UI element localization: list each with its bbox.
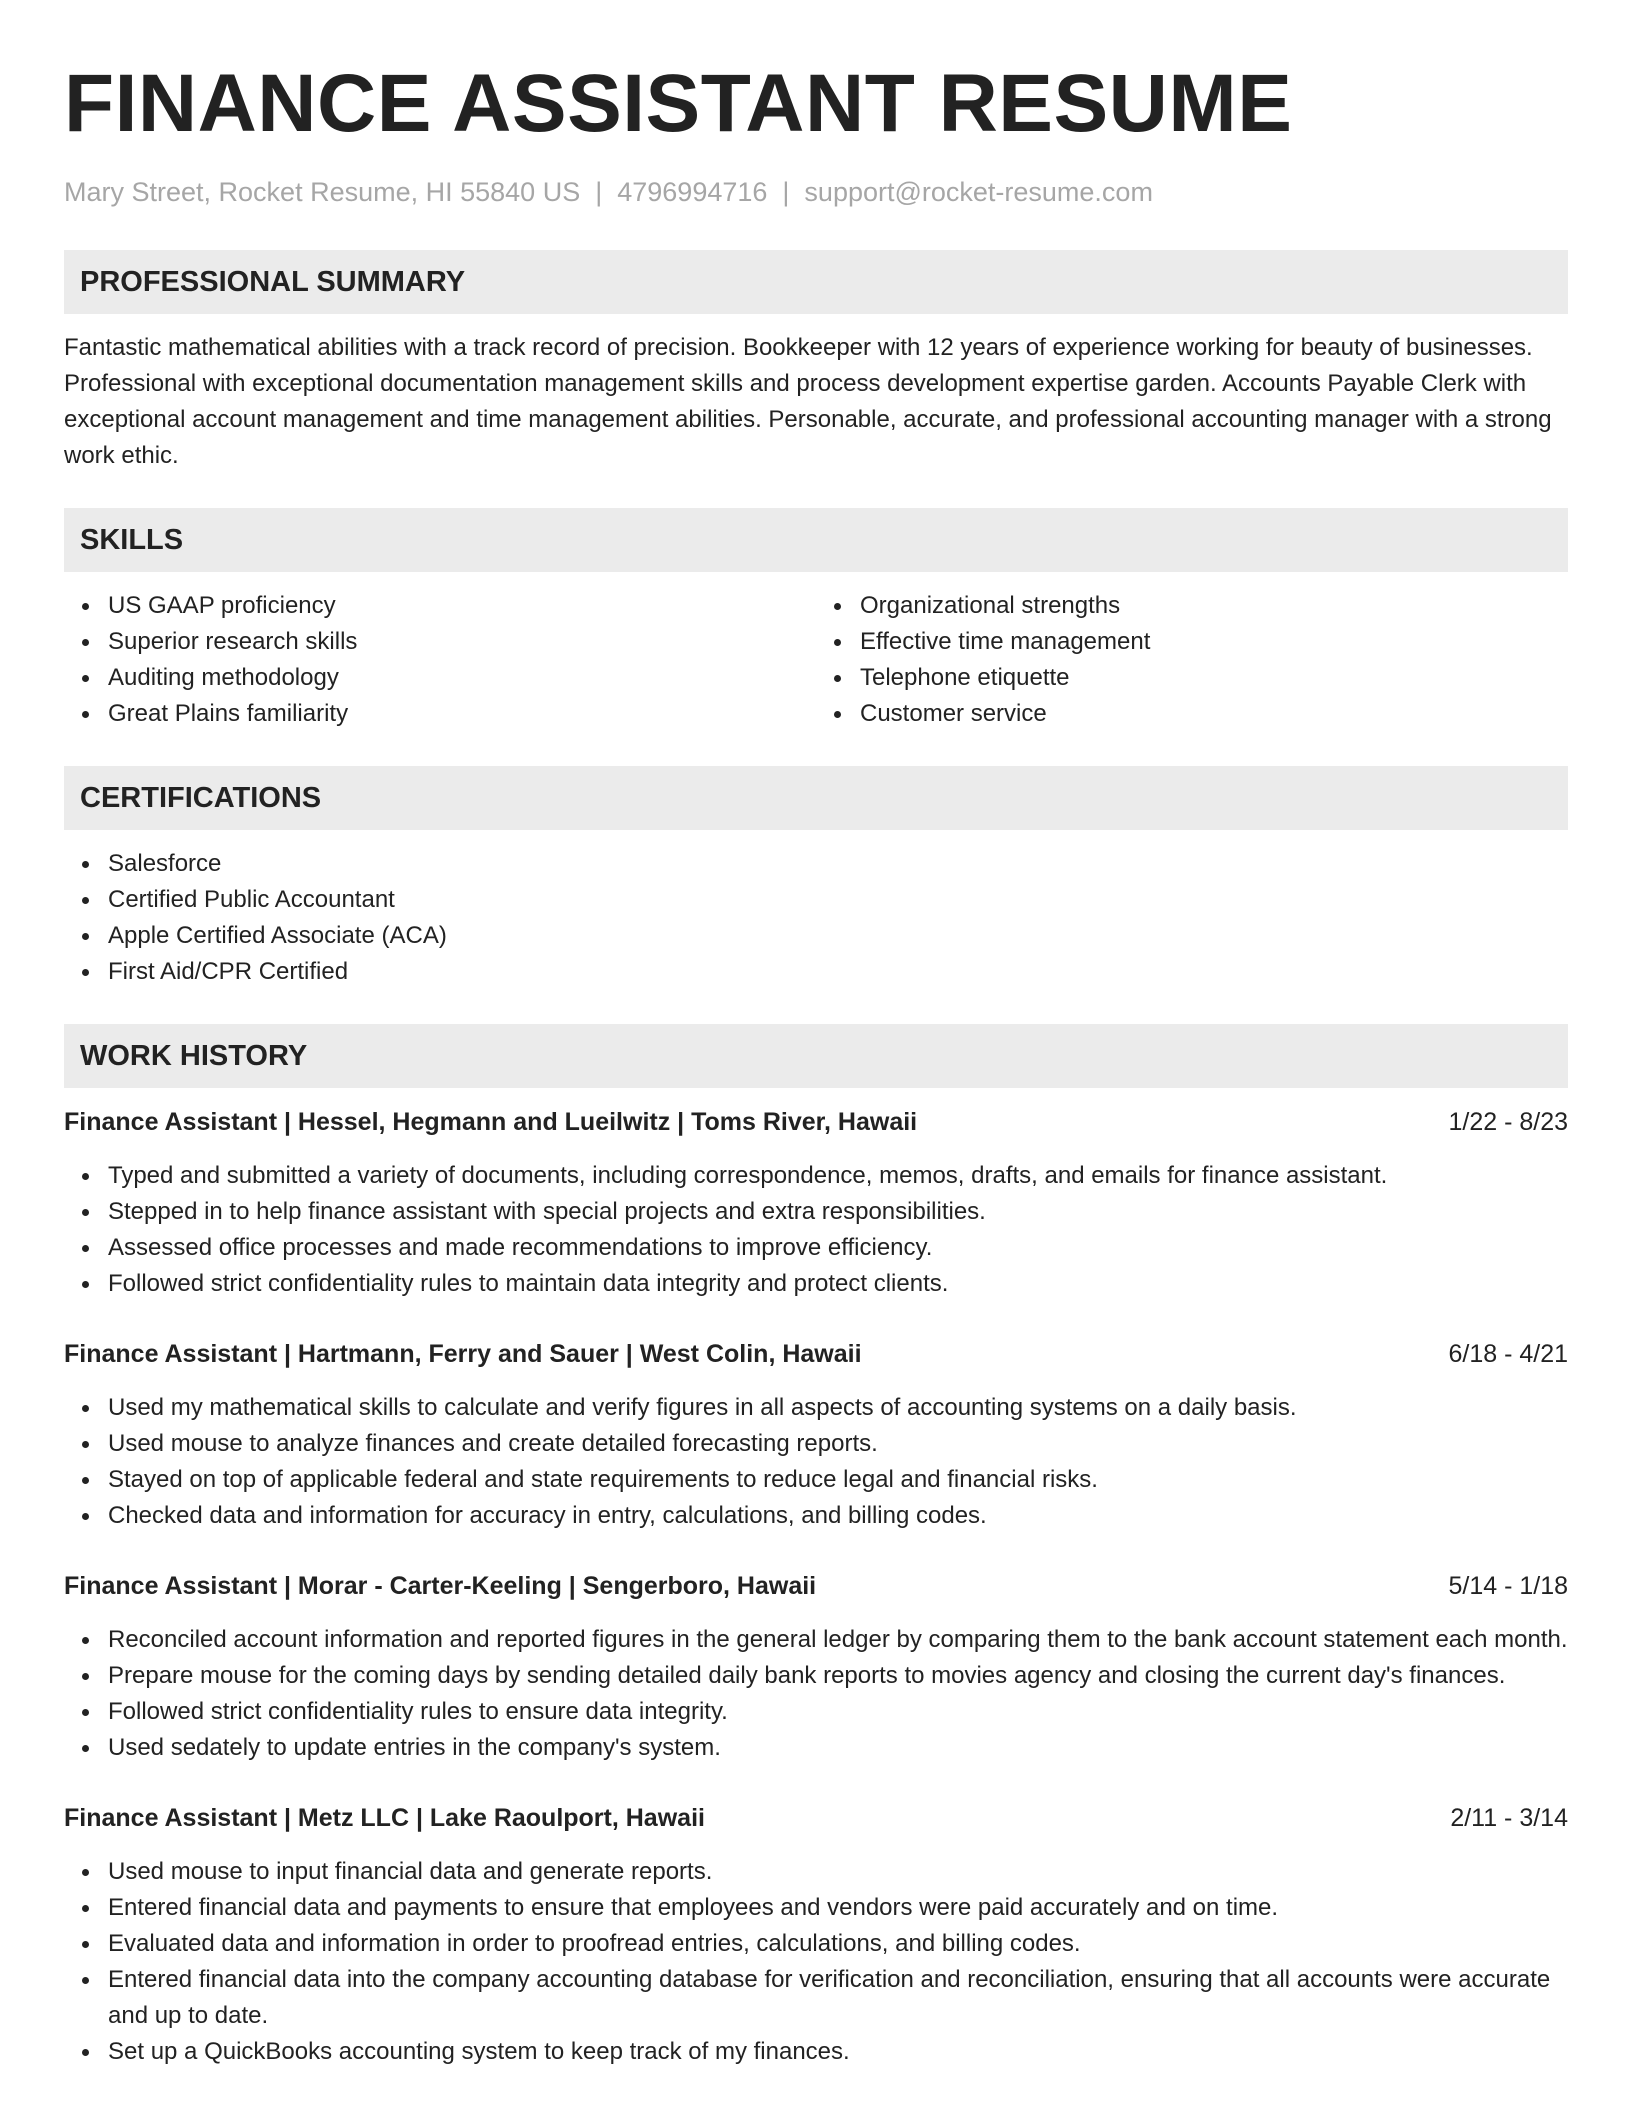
job-dates: 5/14 - 1/18: [1448, 1572, 1568, 1600]
job-header: [64, 1336, 1568, 1372]
section-header-certifications: CERTIFICATIONS: [64, 766, 1568, 830]
certification-item: First Aid/CPR Certified: [108, 954, 1568, 990]
contact-address: Mary Street, Rocket Resume, HI 55840 US: [64, 177, 581, 207]
job-bullet: Checked data and information for accuracy in entry, calculations, and billing codes.: [108, 1498, 1568, 1534]
skill-item: Superior research skills: [108, 624, 816, 660]
job-bullet: Set up a QuickBooks accounting system to keep track of my finances.: [108, 2034, 1568, 2070]
job-title: Finance Assistant | Morar - Carter-Keeling | Sengerboro, Hawaii: [64, 1572, 817, 1600]
skill-item: US GAAP proficiency: [108, 588, 816, 624]
job-bullet: Used sedately to update entries in the company's system.: [108, 1730, 1568, 1766]
contact-email: support@rocket-resume.com: [804, 177, 1153, 207]
job-bullets: [64, 1622, 1568, 1766]
skills-list-right: [816, 588, 1568, 732]
job-bullet: Prepare mouse for the coming days by sending detailed daily bank reports to movies agency and closing the current day's finances.: [108, 1658, 1568, 1694]
contact-separator: |: [782, 177, 790, 207]
certification-item: Certified Public Accountant: [108, 882, 1568, 918]
job-title: Finance Assistant | Metz LLC | Lake Raoulport, Hawaii: [64, 1804, 705, 1832]
job-entry: [64, 1336, 1568, 1534]
certifications-list: [64, 846, 1568, 990]
job-header: [64, 1568, 1568, 1604]
summary-text: Fantastic mathematical abilities with a track record of precision. Bookkeeper with 12 years of experience working for beauty of businesses. Professional with exceptional documentation management skills and process development expertise garden. Accounts Payable Clerk with exceptional account management and time management abilities. Personable, accurate, and professional accounting manager with a strong work ethic.: [64, 334, 1552, 469]
skill-item: Great Plains familiarity: [108, 696, 816, 732]
job-dates: 2/11 - 3/14: [1450, 1804, 1568, 1832]
job-entry: [64, 1800, 1568, 2070]
contact-line: [64, 174, 1568, 210]
section-header-skills: SKILLS: [64, 508, 1568, 572]
job-bullet: Followed strict confidentiality rules to maintain data integrity and protect clients.: [108, 1266, 1568, 1302]
job-bullet: Stayed on top of applicable federal and state requirements to reduce legal and financial risks.: [108, 1462, 1568, 1498]
skill-item: Auditing methodology: [108, 660, 816, 696]
job-bullet: Entered financial data into the company accounting database for verification and reconciliation, ensuring that all accounts were accurate and up to date.: [108, 1962, 1568, 2034]
job-entry: [64, 1568, 1568, 1766]
skill-item: Customer service: [860, 696, 1568, 732]
job-entry: [64, 1104, 1568, 1302]
job-bullet: Stepped in to help finance assistant with special projects and extra responsibilities.: [108, 1194, 1568, 1230]
job-bullet: Evaluated data and information in order to proofread entries, calculations, and billing codes.: [108, 1926, 1568, 1962]
skill-item: Telephone etiquette: [860, 660, 1568, 696]
job-bullet: Used mouse to input financial data and generate reports.: [108, 1854, 1568, 1890]
job-bullet: Assessed office processes and made recommendations to improve efficiency.: [108, 1230, 1568, 1266]
certification-item: Apple Certified Associate (ACA): [108, 918, 1568, 954]
job-bullet: Used my mathematical skills to calculate and verify figures in all aspects of accounting systems on a daily basis.: [108, 1390, 1568, 1426]
skills-grid: [64, 588, 1568, 732]
certification-item: Salesforce: [108, 846, 1568, 882]
skill-item: Organizational strengths: [860, 588, 1568, 624]
job-title: Finance Assistant | Hessel, Hegmann and Lueilwitz | Toms River, Hawaii: [64, 1108, 918, 1136]
skills-list-left: [64, 588, 816, 732]
job-bullet: Used mouse to analyze finances and create detailed forecasting reports.: [108, 1426, 1568, 1462]
job-bullet: Entered financial data and payments to ensure that employees and vendors were paid accurately and on time.: [108, 1890, 1568, 1926]
job-bullets: [64, 1158, 1568, 1302]
job-bullets: [64, 1390, 1568, 1534]
job-title: Finance Assistant | Hartmann, Ferry and Sauer | West Colin, Hawaii: [64, 1340, 862, 1368]
job-bullet: Typed and submitted a variety of documents, including correspondence, memos, drafts, and emails for finance assistant.: [108, 1158, 1568, 1194]
skill-item: Effective time management: [860, 624, 1568, 660]
section-header-work-history: WORK HISTORY: [64, 1024, 1568, 1088]
contact-separator: |: [595, 177, 603, 207]
job-bullets: [64, 1854, 1568, 2070]
job-dates: 6/18 - 4/21: [1448, 1340, 1568, 1368]
resume-title: FINANCE ASSISTANT RESUME: [64, 58, 1293, 149]
job-header: [64, 1800, 1568, 1836]
contact-phone: 4796994716: [617, 177, 768, 207]
job-bullet: Followed strict confidentiality rules to ensure data integrity.: [108, 1694, 1568, 1730]
section-header-summary: PROFESSIONAL SUMMARY: [64, 250, 1568, 314]
job-header: [64, 1104, 1568, 1140]
job-dates: 1/22 - 8/23: [1448, 1108, 1568, 1136]
job-bullet: Reconciled account information and reported figures in the general ledger by comparing them to the bank account statement each month.: [108, 1622, 1568, 1658]
